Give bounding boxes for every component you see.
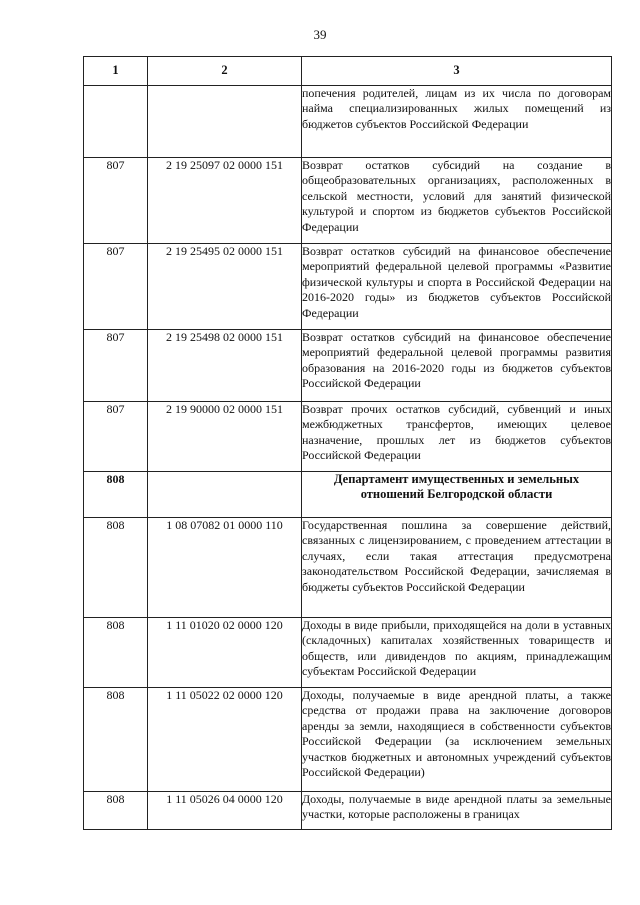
table-row bbox=[84, 688, 612, 792]
admin-code-cell: 807 bbox=[84, 158, 148, 244]
admin-code-cell bbox=[84, 86, 148, 158]
budget-code-cell: 1 11 01020 02 0000 120 bbox=[148, 618, 302, 688]
budget-code-cell bbox=[148, 472, 302, 518]
description-cell: Возврат прочих остатков субсидий, субвенций и иных межбюджетных трансфертов, имеющих целевое назначение, прошлых лет из бюджетов субъектов Российской Федерации bbox=[302, 402, 612, 472]
page-number: 39 bbox=[313, 27, 327, 42]
column-header-3: 3 bbox=[302, 57, 612, 86]
admin-code-cell: 808 bbox=[84, 792, 148, 830]
column-header-1: 1 bbox=[84, 57, 148, 86]
description-cell: Возврат остатков субсидий на финансовое обеспечение мероприятий федеральной целевой программы развития образования на 2016-2020 годы из бюджетов субъектов Российской Федерации bbox=[302, 330, 612, 402]
table-row bbox=[84, 244, 612, 330]
description-cell: Доходы, получаемые в виде арендной платы за земельные участки, которые расположены в границах bbox=[302, 792, 612, 830]
table-row bbox=[84, 330, 612, 402]
admin-code-cell: 808 bbox=[84, 472, 148, 518]
column-header-2: 2 bbox=[148, 57, 302, 86]
table-header-row bbox=[84, 57, 612, 86]
department-row bbox=[84, 472, 612, 518]
budget-code-cell bbox=[148, 86, 302, 158]
admin-code-cell: 808 bbox=[84, 688, 148, 792]
description-cell: Доходы в виде прибыли, приходящейся на доли в уставных (складочных) капиталах хозяйственных товариществ и обществ, или дивидендов по акциям, принадлежащим субъектам Российской Федерации bbox=[302, 618, 612, 688]
budget-code-cell: 1 08 07082 01 0000 110 bbox=[148, 518, 302, 618]
budget-code-cell: 2 19 25495 02 0000 151 bbox=[148, 244, 302, 330]
admin-code-cell: 808 bbox=[84, 518, 148, 618]
description-cell: Государственная пошлина за совершение действий, связанных с лицензированием, с проведением аттестации в случаях, если такая аттестация предусмотрена законодательством Российской Федерации, зачисляемая в бюджеты субъектов Российской Федерации bbox=[302, 518, 612, 618]
table-row bbox=[84, 618, 612, 688]
department-name-cell: Департамент имущественных и земельных отношений Белгородской области bbox=[302, 472, 612, 518]
admin-code-cell: 808 bbox=[84, 618, 148, 688]
budget-code-cell: 2 19 90000 02 0000 151 bbox=[148, 402, 302, 472]
budget-code-cell: 1 11 05026 04 0000 120 bbox=[148, 792, 302, 830]
budget-code-cell: 1 11 05022 02 0000 120 bbox=[148, 688, 302, 792]
admin-code-cell: 807 bbox=[84, 402, 148, 472]
description-cell: Возврат остатков субсидий на создание в общеобразовательных организациях, расположенных в сельской местности, условий для занятий физической культурой и спортом из бюджетов субъектов Российской Федерации bbox=[302, 158, 612, 244]
revenue-codes-table bbox=[83, 56, 612, 830]
budget-code-cell: 2 19 25097 02 0000 151 bbox=[148, 158, 302, 244]
table-row bbox=[84, 402, 612, 472]
description-cell: Возврат остатков субсидий на финансовое обеспечение мероприятий федеральной целевой программы «Развитие физической культуры и спорта в Российской Федерации на 2016-2020 годы» из бюджетов субъектов Российской Федерации bbox=[302, 244, 612, 330]
description-cell: попечения родителей, лицам из их числа по договорам найма специализированных жилых помещений из бюджетов субъектов Российской Федерации bbox=[302, 86, 612, 158]
budget-code-cell: 2 19 25498 02 0000 151 bbox=[148, 330, 302, 402]
admin-code-cell: 807 bbox=[84, 244, 148, 330]
table-row bbox=[84, 86, 612, 158]
table-row bbox=[84, 792, 612, 830]
table-row bbox=[84, 518, 612, 618]
description-cell: Доходы, получаемые в виде арендной платы, а также средства от продажи права на заключение договоров аренды за земли, находящиеся в собственности субъектов Российской Федерации (за исключением земельных участков бюджетных и автономных учреждений субъектов Российской Федерации) bbox=[302, 688, 612, 792]
table-row bbox=[84, 158, 612, 244]
admin-code-cell: 807 bbox=[84, 330, 148, 402]
